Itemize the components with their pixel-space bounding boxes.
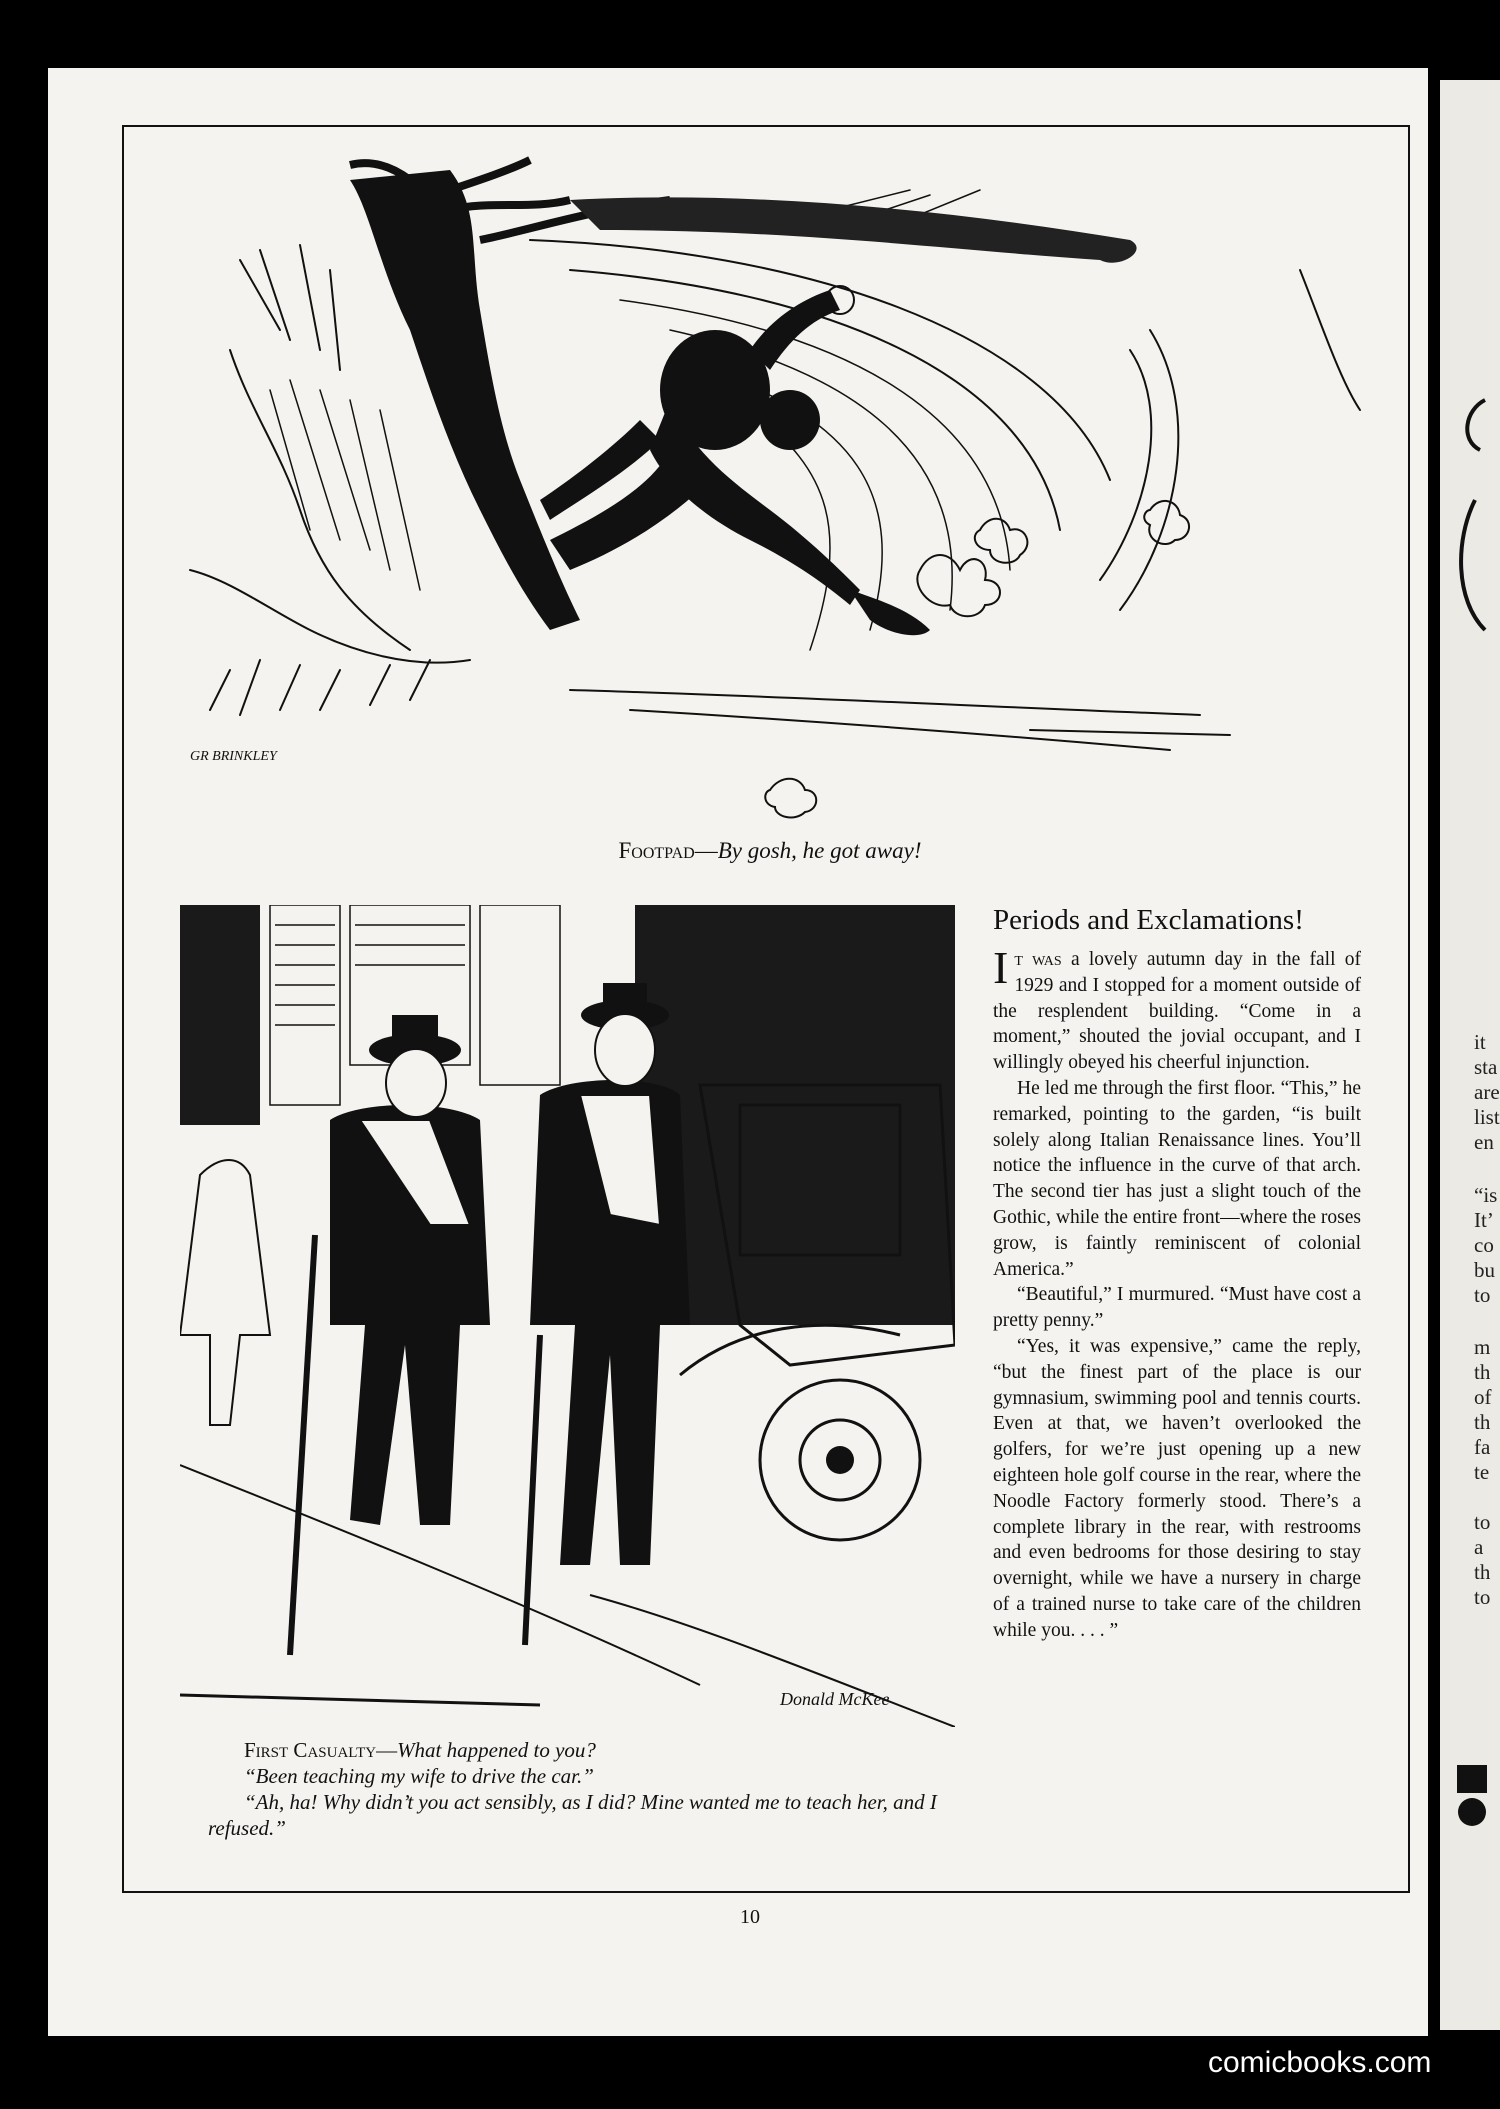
first-casualty-cartoon-illustration bbox=[180, 905, 955, 1727]
article-column bbox=[993, 904, 1361, 1644]
facing-page-text: to bbox=[1474, 1283, 1491, 1307]
facing-page-text: “is bbox=[1474, 1183, 1498, 1207]
facing-page-text: to bbox=[1474, 1510, 1491, 1534]
facing-page-text: th bbox=[1474, 1560, 1491, 1584]
facing-page-text: it bbox=[1474, 1030, 1486, 1054]
site-watermark: comicbooks.com bbox=[1208, 2046, 1432, 2079]
cartoon2-caption-line: “Ah, ha! Why didn’t you act sensibly, as I did? Mine wanted me to teach her, and I refused.” bbox=[208, 1790, 937, 1840]
facing-page-text: of bbox=[1474, 1385, 1492, 1409]
facing-page-text: It’ bbox=[1474, 1208, 1494, 1232]
cartoon1-caption-speaker: Footpad bbox=[618, 838, 695, 863]
facing-page-text: are bbox=[1474, 1080, 1500, 1104]
facing-page-text: th bbox=[1474, 1360, 1491, 1384]
facing-page-heading-fragment bbox=[1445, 1760, 1500, 1830]
facing-page-text: a bbox=[1474, 1535, 1484, 1559]
caption2-line-1 bbox=[208, 1737, 968, 1763]
facing-page-text: en bbox=[1474, 1130, 1494, 1154]
footpad-cartoon-illustration bbox=[150, 150, 1390, 830]
facing-page-text: m bbox=[1474, 1335, 1491, 1359]
facing-page-edge bbox=[1440, 80, 1500, 2030]
cartoon2-caption-line: What happened to you? bbox=[397, 1738, 596, 1762]
article-paragraph bbox=[993, 942, 1361, 1076]
article-paragraph: “Beautiful,” I murmured. “Must have cost a pretty penny.” bbox=[993, 1284, 1361, 1332]
cartoon1-signature: GR BRINKLEY bbox=[190, 749, 277, 764]
article-dropcap: I bbox=[993, 942, 1009, 993]
article-paragraph-text: a lovely autumn day in the fall of 1929 and I stopped for a moment outside of the resplendent building. “Come in a moment,” shouted the jovial occupant, and I willingly obeyed his cheerful injunction. bbox=[993, 949, 1361, 1074]
page-number: 10 bbox=[740, 1906, 760, 1928]
cartoon2-caption-speaker: First Casualty bbox=[244, 1738, 377, 1762]
article-paragraph: “Yes, it was expensive,” came the reply, “but the finest part of the place is our gymnasium, swimming pool and tennis courts. Even at that, we haven’t overlooked the golfers, for we’re just opening up a new eighteen hole golf course in the rear, where the Noodle Factory formerly stood. There’s a complete library in the rear, with restrooms and even bedrooms for those desiring to stay overnight, while we have a nursery in charge of a trained nurse to take care of the children while you. . . . ” bbox=[993, 1335, 1361, 1641]
caption-dash: — bbox=[376, 1738, 398, 1762]
article-paragraph: He led me through the first floor. “This,” he remarked, pointing to the garden, “is built solely along Italian Renaissance lines. You’ll notice the influence in the curve of that arch. The second tier has just a slight touch of the Gothic, while the entire front—where the roses grow, is faintly reminiscent of colonial America.” bbox=[993, 1077, 1361, 1280]
facing-page-text: te bbox=[1474, 1460, 1490, 1484]
caption-dash: — bbox=[694, 838, 718, 863]
cartoon1-caption-text: By gosh, he got away! bbox=[717, 838, 922, 863]
facing-page-text: to bbox=[1474, 1585, 1491, 1609]
facing-page-text: sta bbox=[1474, 1055, 1498, 1079]
facing-page-text: co bbox=[1474, 1233, 1494, 1257]
facing-page-text: bu bbox=[1474, 1258, 1495, 1282]
cartoon2-caption-line: “Been teaching my wife to drive the car.” bbox=[244, 1764, 594, 1788]
cartoon2-signature: Donald McKee bbox=[780, 1689, 890, 1709]
article-title: Periods and Exclamations! bbox=[993, 904, 1304, 936]
cartoon1-caption bbox=[150, 838, 1390, 864]
facing-page-text: th bbox=[1474, 1410, 1491, 1434]
facing-page-text: fa bbox=[1474, 1435, 1491, 1459]
cartoon2-caption bbox=[208, 1737, 968, 1841]
facing-page-drawing bbox=[1445, 380, 1500, 640]
article-lead-smallcaps: t was bbox=[1014, 949, 1062, 970]
facing-page-text: list bbox=[1474, 1105, 1500, 1129]
